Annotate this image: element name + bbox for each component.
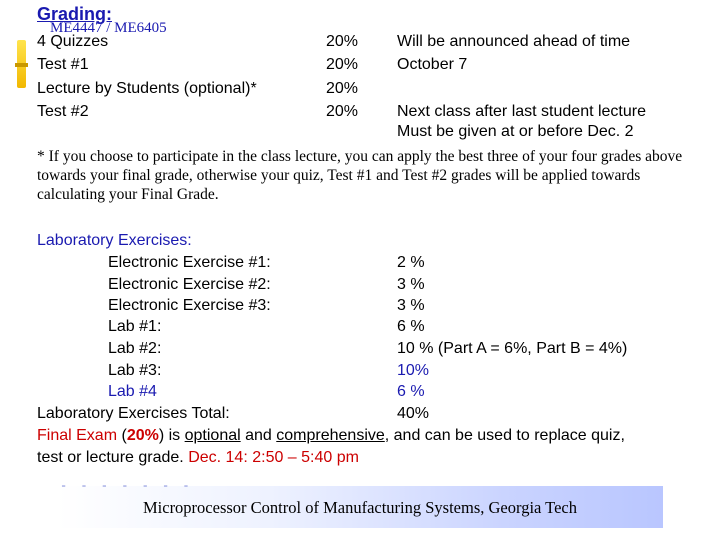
lab-item-weight: 3 % bbox=[397, 297, 425, 314]
footnote: * If you choose to participate in the class lecture, you can apply the best three of your four grades above towards your final grade, otherwise your quiz, Test #1 and Test #2 grades will be applied towards calculating your Final Grade. bbox=[37, 148, 683, 203]
final-exam-text: and bbox=[240, 427, 277, 444]
footer-dashes: - - - - - - - bbox=[60, 479, 193, 493]
final-exam-text: test or lecture grade. bbox=[37, 449, 189, 466]
grading-item-name: Lecture by Students (optional)* bbox=[37, 80, 257, 97]
lab-item-name: Lab #1: bbox=[108, 318, 162, 335]
lab-item-weight: 6 % bbox=[397, 383, 425, 400]
final-exam-date: Dec. 14: 2:50 – 5:40 pm bbox=[188, 449, 359, 466]
final-exam-line-2 bbox=[37, 448, 359, 468]
lab-total-label: Laboratory Exercises Total: bbox=[37, 405, 230, 422]
final-exam-text: is bbox=[164, 427, 185, 444]
lab-item-name: Electronic Exercise #2: bbox=[108, 276, 271, 293]
grading-item-weight: 20% bbox=[326, 80, 359, 97]
lab-item-name: Electronic Exercise #3: bbox=[108, 297, 271, 314]
grading-item-note: Must be given at or before Dec. 2 bbox=[397, 123, 634, 140]
grading-item-name: Test #2 bbox=[37, 103, 89, 120]
final-exam-optional: optional bbox=[184, 427, 241, 444]
lab-item-weight: 6 % bbox=[397, 318, 425, 335]
grading-title: Grading: bbox=[37, 4, 112, 24]
grading-item-name: 4 Quizzes bbox=[37, 33, 109, 50]
final-exam-close-paren: ) bbox=[158, 427, 165, 444]
lab-total-value: 40% bbox=[397, 405, 430, 422]
grading-item-note: Next class after last student lecture bbox=[397, 103, 646, 120]
lab-item-weight: 3 % bbox=[397, 276, 425, 293]
course-code: ME4447 / ME6405 bbox=[50, 20, 167, 36]
final-exam-label: Final Exam bbox=[37, 427, 118, 444]
final-exam-open-paren: ( bbox=[117, 427, 127, 444]
grading-item-weight: 20% bbox=[326, 33, 359, 50]
lab-item-weight: 10 % (Part A = 6%, Part B = 4%) bbox=[397, 340, 628, 357]
lab-title: Laboratory Exercises: bbox=[37, 232, 192, 249]
final-exam-line-1 bbox=[37, 426, 625, 446]
grading-item-note: October 7 bbox=[397, 56, 468, 73]
grading-item-weight: 20% bbox=[326, 56, 359, 73]
lab-item-weight: 10% bbox=[397, 362, 430, 379]
grading-item-name: Test #1 bbox=[37, 56, 89, 73]
grading-item-note: Will be announced ahead of time bbox=[397, 33, 631, 50]
final-exam-comprehensive: comprehensive bbox=[276, 427, 385, 444]
lab-item-name: Lab #4 bbox=[108, 383, 157, 400]
grading-item-weight: 20% bbox=[326, 103, 359, 120]
lab-item-name: Lab #3: bbox=[108, 362, 162, 379]
final-exam-text: , and can be used to replace quiz, bbox=[384, 427, 625, 444]
final-exam-weight: 20% bbox=[126, 427, 159, 444]
lab-item-weight: 2 % bbox=[397, 254, 425, 271]
lab-item-name: Electronic Exercise #1: bbox=[108, 254, 271, 271]
accent-bar-notch bbox=[15, 63, 28, 67]
footer-text: Microprocessor Control of Manufacturing Systems, Georgia Tech bbox=[142, 498, 578, 517]
lab-item-name: Lab #2: bbox=[108, 340, 162, 357]
